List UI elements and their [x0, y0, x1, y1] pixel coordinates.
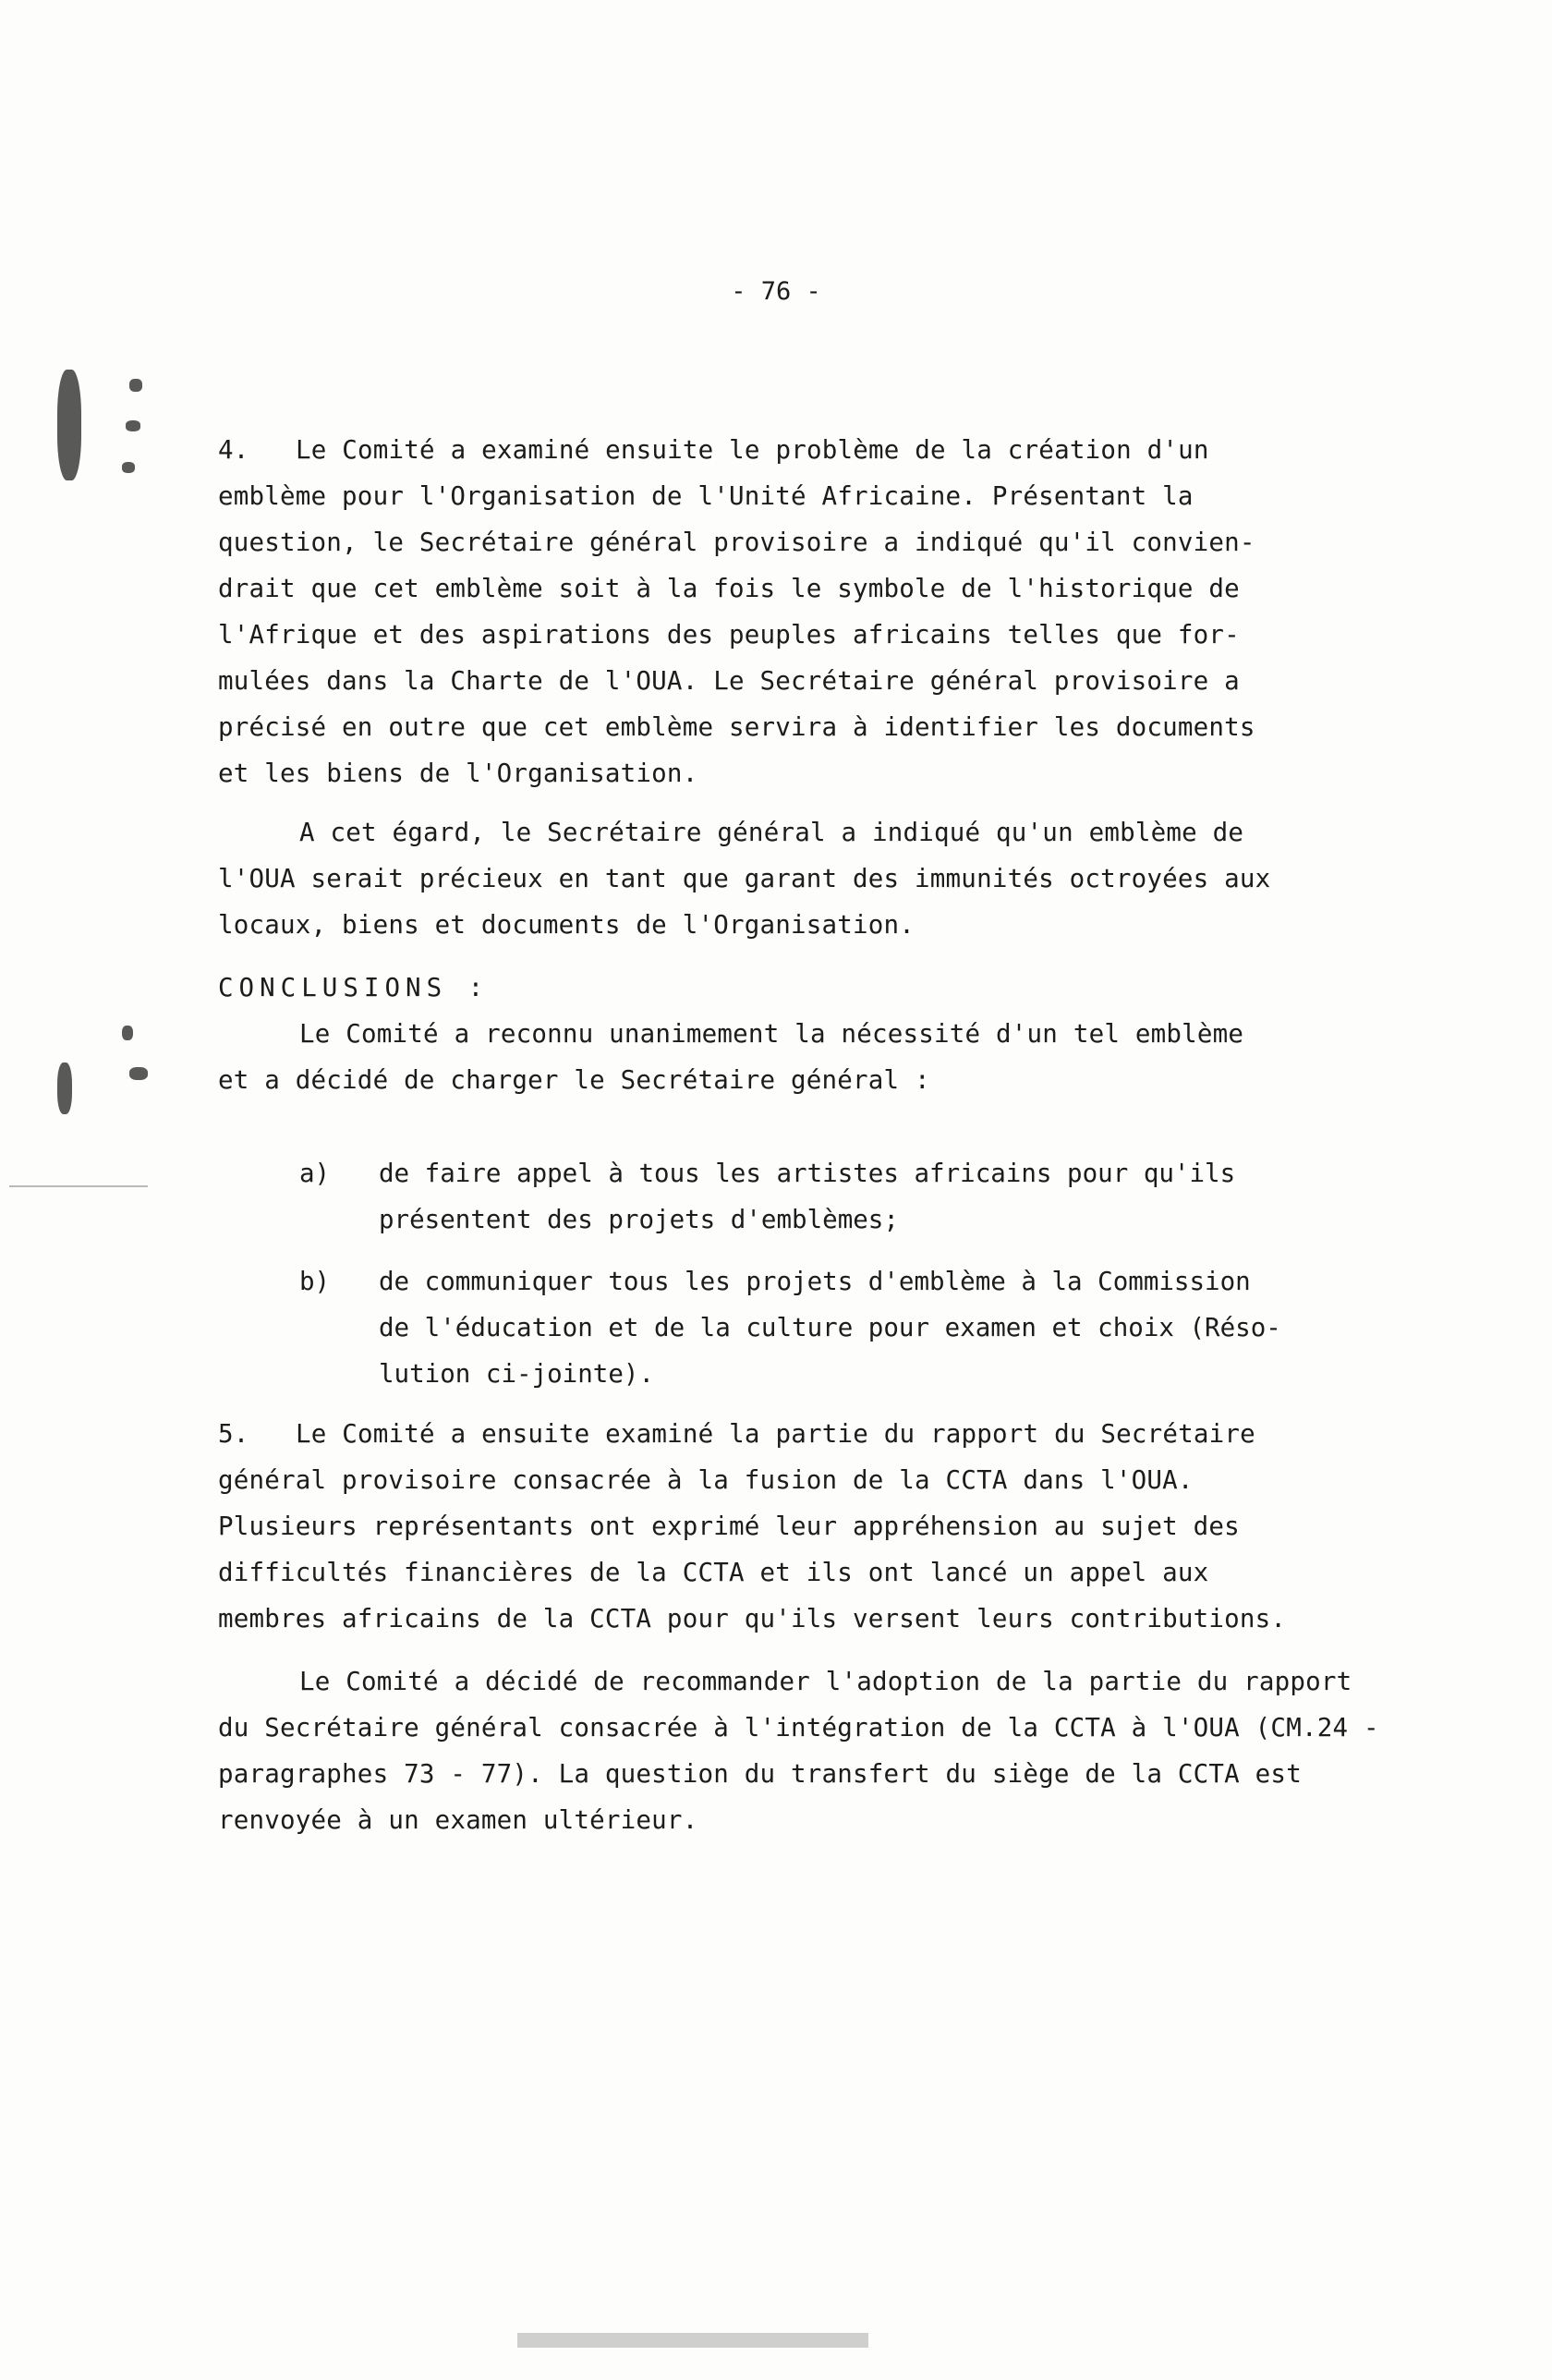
paragraph-line: Le Comité a reconnu unanimement la nécessité d'un tel emblème — [299, 1019, 1244, 1049]
page-number: - 76 - — [731, 277, 821, 306]
paragraph-line: locaux, biens et documents de l'Organisation. — [218, 910, 915, 940]
scan-smudge — [122, 1026, 133, 1040]
scan-smudge — [122, 462, 135, 473]
paragraph-4b — [218, 809, 1354, 948]
paragraph-line: drait que cet emblème soit à la fois le symbole de l'historique de — [218, 574, 1240, 603]
paragraph-line: renvoyée à un examen ultérieur. — [218, 1805, 698, 1835]
paragraph-line: paragraphes 73 - 77). La question du transfert du siège de la CCTA est — [218, 1759, 1302, 1789]
scan-smudge — [129, 1067, 148, 1080]
list-item-body: de faire appel à tous les artistes africains pour qu'ils présentent des projets d'emblèmes; — [379, 1159, 1236, 1234]
paragraph-line: l'Afrique et des aspirations des peuples africains telles que for- — [218, 620, 1240, 650]
scan-smudge — [129, 379, 142, 392]
paragraph-line: membres africains de la CCTA pour qu'ils versent leurs contributions. — [218, 1604, 1287, 1633]
conclusions-heading: CONCLUSIONS : — [218, 973, 490, 1002]
paragraph-line: A cet égard, le Secrétaire général a indiqué qu'un emblème de — [299, 818, 1244, 847]
scan-line — [517, 2333, 868, 2348]
paragraph-line: 5. Le Comité a ensuite examiné la partie du rapport du Secrétaire — [218, 1411, 1354, 1457]
paragraph-number: 5. — [218, 1419, 249, 1449]
paragraph-line: l'OUA serait précieux en tant que garant des immunités octroyées aux — [218, 864, 1271, 893]
paragraph-4 — [218, 427, 1354, 796]
paragraph-line: du Secrétaire général consacrée à l'intégration de la CCTA à l'OUA (CM.24 - — [218, 1713, 1379, 1742]
paragraph-line: 4. Le Comité a examiné ensuite le problème de la création d'un — [218, 427, 1354, 473]
paragraph-line: question, le Secrétaire général provisoire a indiqué qu'il convien- — [218, 528, 1255, 557]
paragraph-line: et les biens de l'Organisation. — [218, 759, 698, 788]
paragraph-line: et a décidé de charger le Secrétaire général : — [218, 1065, 930, 1095]
scan-smudge — [57, 1062, 72, 1114]
list-item-letter: b) — [299, 1267, 331, 1296]
paragraph-line: Plusieurs représentants ont exprimé leur appréhension au sujet des — [218, 1512, 1240, 1541]
scan-smudge — [57, 370, 81, 480]
paragraph-5b — [218, 1658, 1379, 1843]
paragraph-line: difficultés financières de la CCTA et ils ont lancé un appel aux — [218, 1558, 1209, 1587]
paragraph-5 — [218, 1411, 1354, 1642]
scan-line — [9, 1185, 148, 1187]
paragraph-line: emblème pour l'Organisation de l'Unité Africaine. Présentant la — [218, 481, 1194, 511]
paragraph-line: précisé en outre que cet emblème servira à identifier les documents — [218, 712, 1255, 742]
scan-smudge — [126, 420, 140, 431]
paragraph-line: général provisoire consacrée à la fusion de la CCTA dans l'OUA. — [218, 1465, 1194, 1495]
conclusions-block — [218, 965, 1354, 1103]
list-item-letter: a) — [299, 1159, 331, 1188]
paragraph-line: mulées dans la Charte de l'OUA. Le Secrétaire général provisoire a — [218, 666, 1240, 696]
paragraph-line: Le Comité a décidé de recommander l'adoption de la partie du rapport — [299, 1667, 1352, 1696]
list-item-body: de communiquer tous les projets d'emblème à la Commission de l'éducation et de la culture pour examen et choix (Réso- lution ci-jointe). — [379, 1267, 1281, 1389]
paragraph-number: 4. — [218, 435, 249, 465]
